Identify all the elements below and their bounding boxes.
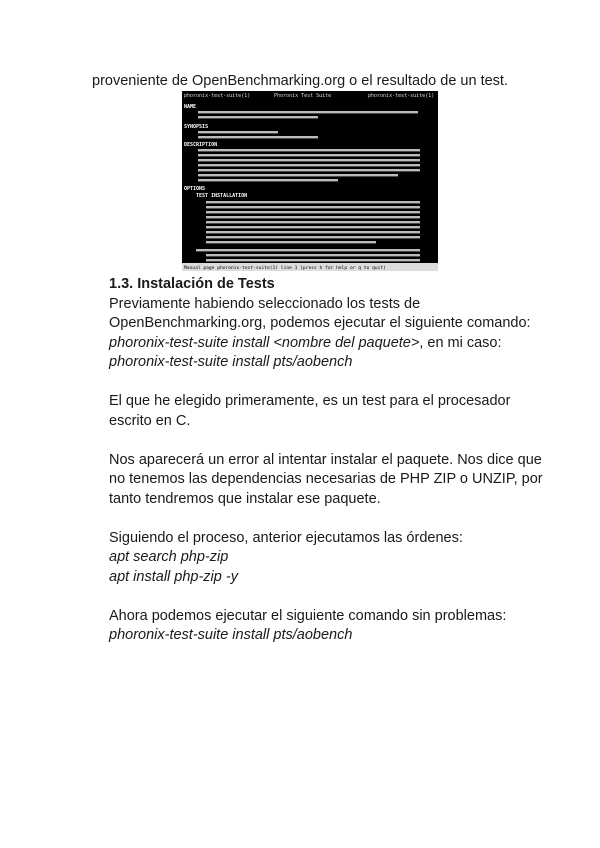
man-title-right: phoronix-test-suite(1) bbox=[368, 93, 435, 99]
command-example: phoronix-test-suite install pts/aobench bbox=[109, 354, 353, 370]
paragraph-line: El que he elegido primeramente, es un test para el procesador bbox=[109, 393, 511, 409]
man-title-left: phoronix-test-suite(1) bbox=[184, 93, 251, 99]
intro-text: proveniente de OpenBenchmarking.org o el resultado de un test. bbox=[92, 73, 508, 89]
paragraph-line: Siguiendo el proceso, anterior ejecutamos las órdenes: bbox=[109, 529, 463, 546]
paragraph-line: tanto tendremos que instalar ese paquete. bbox=[109, 490, 381, 507]
terminal-screenshot bbox=[182, 91, 438, 271]
command-syntax: phoronix-test-suite install <nombre del paquete> bbox=[109, 334, 420, 351]
paragraph-line: no tenemos las dependencias necesarias de PHP ZIP o UNZIP, por bbox=[109, 471, 543, 487]
man-status-bar: Manual page phoronix-test-suite(1) line 1 (press h for help or q to quit) bbox=[184, 266, 386, 271]
command-install: apt install php-zip -y bbox=[109, 568, 238, 585]
paragraph-line: Previamente habiendo seleccionado los tests de bbox=[109, 295, 421, 312]
paragraph-line: Nos aparecerá un error al intentar instalar el paquete. Nos dice que bbox=[109, 451, 542, 468]
paragraph-line: OpenBenchmarking.org, podemos ejecutar el siguiente comando: bbox=[109, 315, 531, 331]
man-section-name: NAME bbox=[184, 104, 197, 110]
paragraph-line: escrito en C. bbox=[109, 412, 191, 429]
man-section-synopsis: SYNOPSIS bbox=[184, 124, 209, 130]
man-section-options: OPTIONS bbox=[184, 186, 206, 192]
command-search: apt search php-zip bbox=[109, 549, 229, 565]
section-heading: 1.3. Instalación de Tests bbox=[109, 276, 275, 292]
section-content bbox=[109, 275, 569, 646]
man-subsection: TEST INSTALLATION bbox=[196, 193, 248, 199]
command-syntax-suffix: , en mi caso: bbox=[419, 334, 502, 351]
command-final: phoronix-test-suite install pts/aobench bbox=[109, 627, 353, 643]
command-syntax-line bbox=[109, 334, 569, 354]
man-section-description: DESCRIPTION bbox=[184, 142, 218, 148]
paragraph-line: Ahora podemos ejecutar el siguiente comando sin problemas: bbox=[109, 607, 507, 624]
man-title-center: Phoronix Test Suite bbox=[274, 93, 332, 99]
